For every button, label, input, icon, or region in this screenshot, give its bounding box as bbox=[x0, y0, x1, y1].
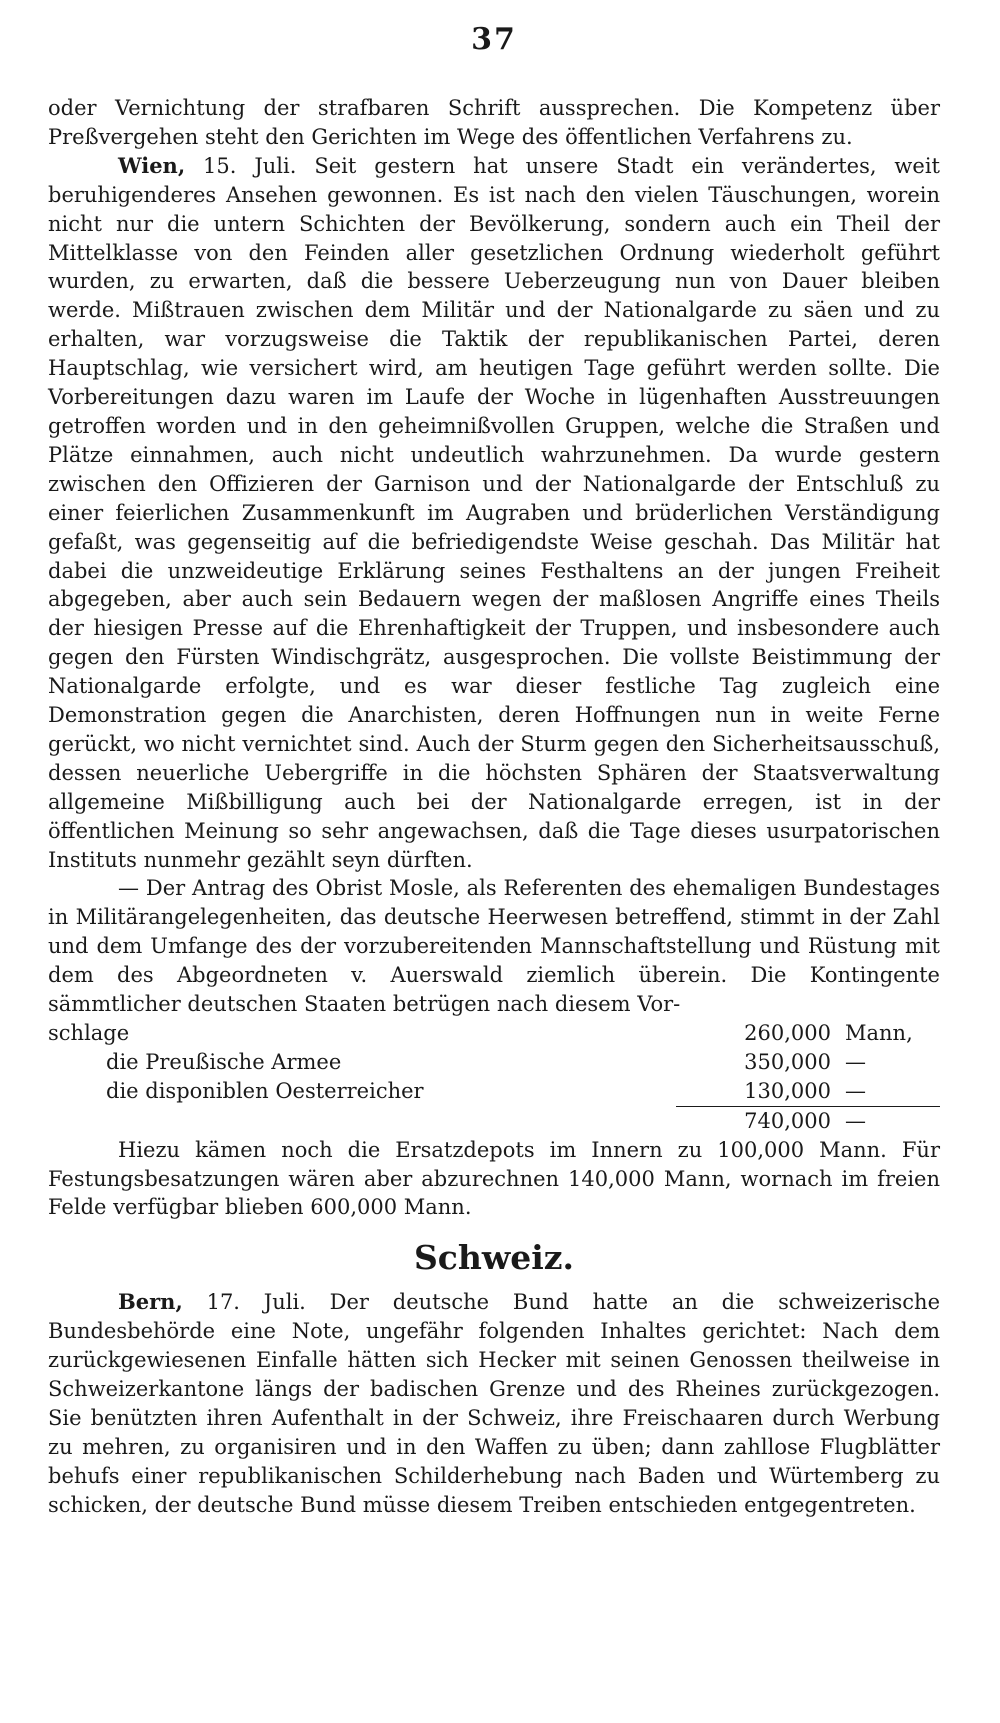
paragraph-bern-text: 17. Juli. Der deutsche Bund hatte an die schweizerische Bundesbehörde eine Note, ungefähr folgenden Inhaltes gerichtet: Nach dem zurückgewiesenen Einfalle hätten sich Hecker mit seinen Genossen theilweise in Schweizerkantone längs der badischen Grenze und des Rheines zurückgezogen. Sie benützten ihren Aufenthalt in der Schweiz, ihre Freischaaren durch Werbung zu mehren, zu organisiren und in den Waffen zu üben; dann zahllose Flugblätter behufs einer republikanischen Schilderhebung nach Baden und Würtemberg zu schicken, der deutsche Bund müsse diesem Treiben entschieden entgegentreten. bbox=[48, 1290, 940, 1517]
paragraph-bern bbox=[48, 1288, 940, 1519]
row-value: 350,000 bbox=[744, 1049, 831, 1074]
table-row bbox=[48, 1019, 940, 1048]
paragraph-wien bbox=[48, 152, 940, 875]
dateline-wien: Wien, bbox=[118, 152, 186, 178]
row-unit: Mann, bbox=[845, 1021, 913, 1045]
troops-table bbox=[48, 1019, 940, 1136]
table-total-row bbox=[48, 1106, 940, 1136]
row-label: die Preußische Armee bbox=[106, 1049, 342, 1074]
page-number: 37 bbox=[471, 22, 517, 57]
table-row bbox=[48, 1048, 940, 1077]
section-heading-schweiz: Schweiz. bbox=[413, 1238, 575, 1278]
row-label: die disponiblen Oesterreicher bbox=[106, 1078, 424, 1103]
paragraph-ersatz: Hiezu kämen noch die Ersatzdepots im Innern zu 100,000 Mann. Für Festungsbesatzungen wären aber abzurechnen 140,000 Mann, wornach im freien Felde verfügbar blieben 600,000 Mann. bbox=[48, 1137, 940, 1220]
row-unit: — bbox=[845, 1078, 866, 1103]
paragraph-wien-text: 15. Juli. Seit gestern hat unsere Stadt ein verändertes, weit beruhigenderes Ansehen gewonnen. Es ist nach den vielen Täuschungen, worein nicht nur die untern Schichten der Bevölkerung, sondern auch ein Theil der Mittelklasse von den Feinden aller gesetzlichen Ordnung wiederholt geführt wurden, zu erwarten, daß die bessere Ueberzeugung nun von Dauer bleiben werde. Mißtrauen zwischen dem Militär und der Nationalgarde zu säen und zu erhalten, war vorzugsweise die Taktik der republikanischen Partei, deren Hauptschlag, wie versichert wird, am heutigen Tage geführt werden sollte. Die Vorbereitungen dazu waren im Laufe der Woche in lügenhaften Ausstreuungen getroffen worden und in den geheimnißvollen Gruppen, welche die Straßen und Plätze einnahmen, auch nicht undeutlich wahrzunehmen. Da wurde gestern zwischen den Offizieren der Garnison und der Nationalgarde der Entschluß zu einer feierlichen Zusammenkunft im Augraben und brüderlichen Verständigung gefaßt, was gegenseitig auf die befriedigendste Weise geschah. Das Militär hat dabei die unzweideutige Erklärung seines Festhaltens an der jungen Freiheit abgegeben, aber auch sein Bedauern wegen der maßlosen Angriffe eines Theils der hiesigen Presse auf die Ehrenhaftigkeit der Truppen, und insbesondere auch gegen den Fürsten Windischgrätz, ausgesprochen. Die vollste Beistimmung der Nationalgarde erfolgte, und es war dieser festliche Tag zugleich eine Demonstration gegen die Anarchisten, deren Hoffnungen nun in weite Ferne gerückt, wo nicht vernichtet sind. Auch der Sturm gegen den Sicherheitsausschuß, dessen neuerliche Uebergriffe in die höchsten Sphären der Staatsverwaltung allgemeine Mißbilligung auch bei der Nationalgarde erregen, ist in der öffentlichen Meinung so sehr angewachsen, daß die Tage dieses usurpatorischen Instituts nunmehr gezählt seyn dürften. bbox=[48, 153, 940, 872]
paragraph-continuation: oder Vernichtung der strafbaren Schrift aussprechen. Die Kompetenz über Preßvergehen steht den Gerichten im Wege des öffentlichen Verfahrens zu. bbox=[48, 96, 940, 149]
dateline-bern: Bern, bbox=[118, 1289, 183, 1315]
paragraph-antrag: — Der Antrag des Obrist Mosle, als Referenten des ehemaligen Bundestages in Militärangelegenheiten, das deutsche Heerwesen betreffend, stimmt in der Zahl und dem Umfange des der vorzubereitenden Mannschaftstellung und Rüstung mit dem des Abgeordneten v. Auerswald ziemlich überein. Die Kontingente sämmtlicher deutschen Staaten betrügen nach diesem Vor- bbox=[48, 876, 940, 1017]
row-value: 130,000 bbox=[744, 1078, 831, 1103]
table-row bbox=[48, 1077, 940, 1106]
row-unit: — bbox=[845, 1049, 866, 1074]
row-label: schlage bbox=[48, 1021, 130, 1045]
total-unit: — bbox=[831, 1106, 940, 1136]
row-value: 260,000 bbox=[744, 1021, 831, 1045]
total-value: 740,000 bbox=[676, 1106, 831, 1136]
